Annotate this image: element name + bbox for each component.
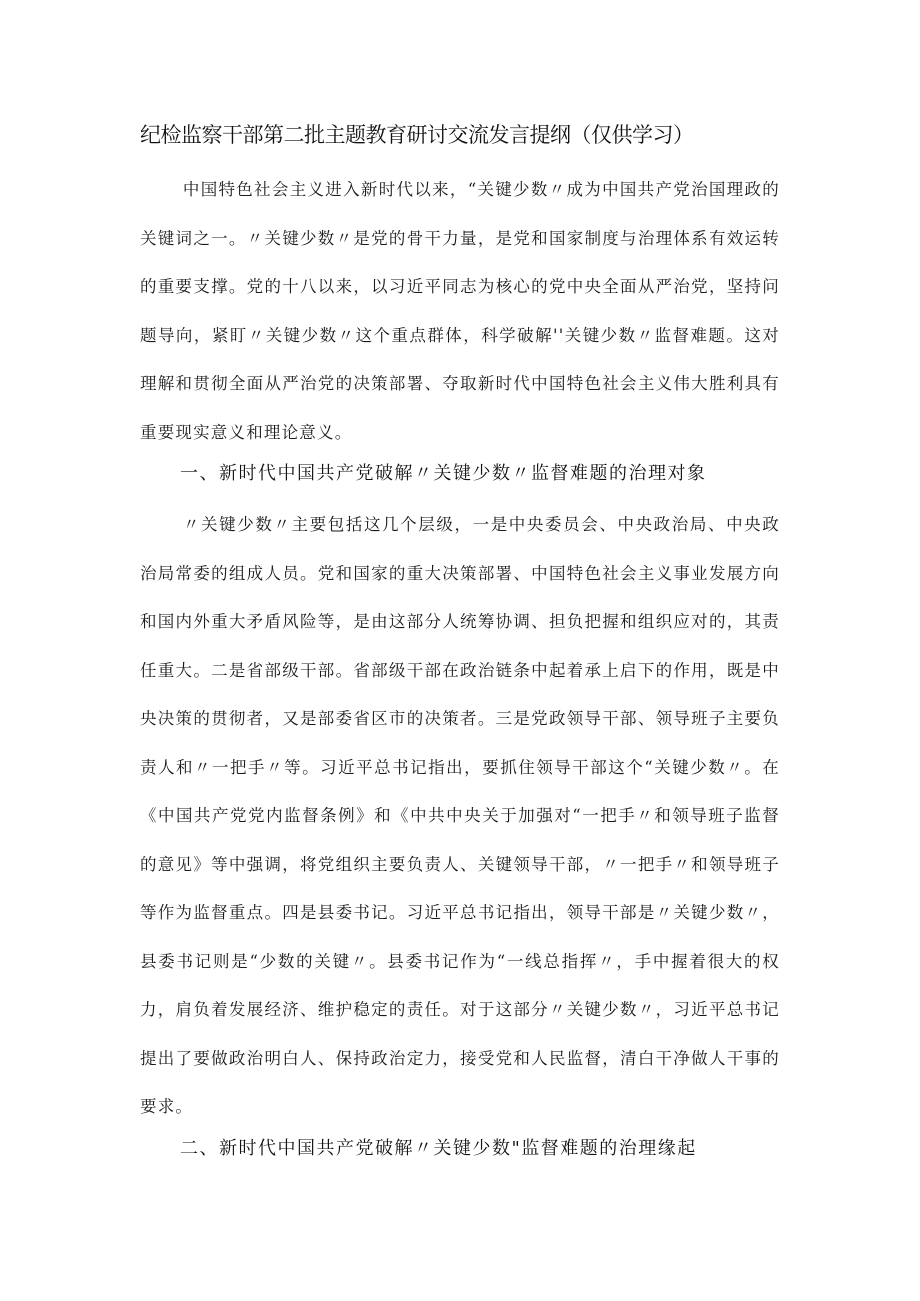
section-heading-2: 二、新时代中国共产党破解〃关键少数"监督难题的治理缘起 — [180, 1138, 697, 1159]
document-title: 纪检监察干部第二批主题教育研讨交流发言提纲（仅供学习） — [140, 123, 694, 147]
section-1-paragraph: 〃关键少数〃主要包括这几个层级，一是中央委员会、中央政治局、中央政治局常委的组成人员。党和国家的重大决策部署、中国特色社会主义事业发展方向和国内外重大矛盾风险等，是由这部分人统筹协调、担负把握和组织应对的，其责任重大。二是省部级干部。省部级干部在政治链条中起着承上启下的作用，既是中央决策的贯彻者，又是部委省区市的决策者。三是党政领导干部、领导班子主要负责人和〃一把手〃等。习近平总书记指出，要抓住领导干部这个“关键少数〃。在《中国共产党党内监督条例》和《中共中央关于加强对“一把手〃和领导班子监督的意见》等中强调，将党组织主要负责人、关键领导干部，〃一把手〃和领导班子等作为监督重点。四是县委书记。习近平总书记指出，领导干部是〃关键少数〃，县委书记则是“少数的关键〃。县委书记作为“一线总指挥〃，手中握着很大的权力，肩负着发展经济、维护稳定的责任。对于这部分〃关键少数〃，习近平总书记提出了要做政治明白人、保持政治定力，接受党和人民监督，清白干净做人干事的要求。 — [140, 515, 780, 1116]
section-heading-1: 一、新时代中国共产党破解〃关键少数〃监督难题的治理对象 — [180, 463, 707, 484]
intro-paragraph: 中国特色社会主义进入新时代以来，“关键少数〃成为中国共产党治国理政的关键词之一。〃关键少数〃是党的骨干力量，是党和国家制度与治理体系有效运转的重要支撑。党的十八以来，以习近平同志为核心的党中央全面从严治党，坚持问题导向，紧盯〃关键少数〃这个重点群体，科学破解''关键少数〃监督难题。这对理解和贯彻全面从严治党的决策部署、夺取新时代中国特色社会主义伟大胜利具有重要现实意义和理论意义。 — [140, 180, 780, 442]
